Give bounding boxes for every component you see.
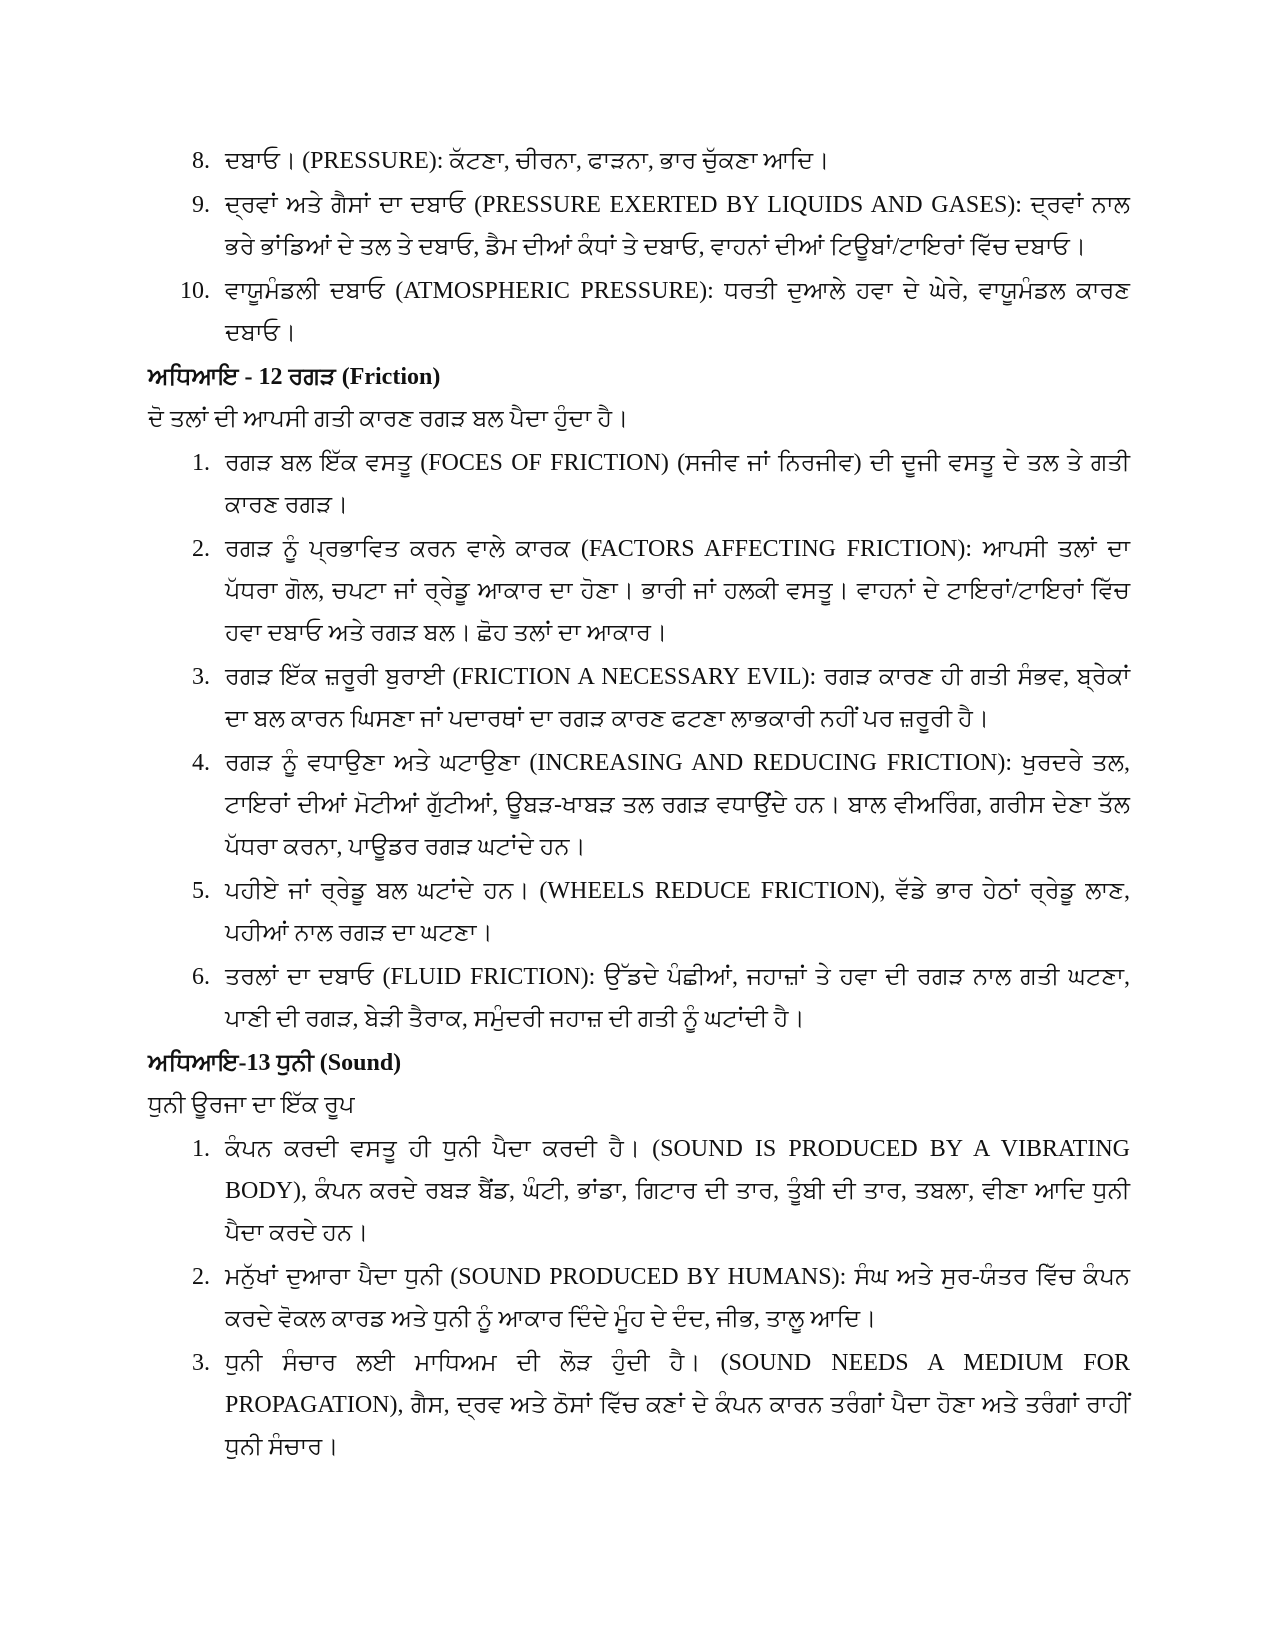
item-number: 3.	[192, 1350, 210, 1376]
item-number: 1.	[192, 1136, 210, 1162]
chapter-12-heading: ਅਧਿਆਇ - 12 ਰਗੜ (Friction)	[148, 364, 441, 390]
item-text: ਰਗੜ ਇੱਕ ਜ਼ਰੂਰੀ ਬੁਰਾਈ (FRICTION A NECESSARY EVIL): ਰਗੜ ਕਾਰਣ ਹੀ ਗਤੀ ਸੰਭਵ, ਬ੍ਰੇਕਾਂ ਦਾ ਬਲ ਕਾਰਨ ਘਿਸਣਾ ਜਾਂ ਪਦਾਰਥਾਂ ਦਾ ਰਗੜ ਕਾਰਣ ਫਟਣਾ ਲਾਭਕਾਰੀ ਨਹੀਂ ਪਰ ਜ਼ਰੂਰੀ ਹੈ।	[225, 664, 1130, 732]
list-item	[148, 870, 1130, 954]
list-item	[148, 528, 1130, 654]
item-number: 6.	[192, 964, 210, 990]
pressure-list	[148, 140, 1130, 354]
sound-list	[148, 1128, 1130, 1468]
list-item	[148, 1128, 1130, 1254]
list-item	[148, 656, 1130, 740]
item-text: ਵਾਯੂਮੰਡਲੀ ਦਬਾਓ (ATMOSPHERIC PRESSURE): ਧਰਤੀ ਦੁਆਲੇ ਹਵਾ ਦੇ ਘੇਰੇ, ਵਾਯੂਮੰਡਲ ਕਾਰਣ ਦਬਾਓ।	[225, 278, 1130, 346]
item-text: ਪਹੀਏ ਜਾਂ ਰ੍ਰੇਡੂ ਬਲ ਘਟਾਂਦੇ ਹਨ। (WHEELS REDUCE FRICTION), ਵੱਡੇ ਭਾਰ ਹੇਠਾਂ ਰ੍ਰੇਡੂ ਲਾਣ, ਪਹੀਆਂ ਨਾਲ ਰਗੜ ਦਾ ਘਟਣਾ।	[225, 878, 1130, 946]
friction-list	[148, 442, 1130, 1040]
item-text: ਦ੍ਰਵਾਂ ਅਤੇ ਗੈਸਾਂ ਦਾ ਦਬਾਓ (PRESSURE EXERTED BY LIQUIDS AND GASES): ਦ੍ਰਵਾਂ ਨਾਲ ਭਰੇ ਭਾਂਡਿਆਂ ਦੇ ਤਲ ਤੇ ਦਬਾਓ, ਡੈਮ ਦੀਆਂ ਕੰਧਾਂ ਤੇ ਦਬਾਓ, ਵਾਹਨਾਂ ਦੀਆਂ ਟਿਊਬਾਂ/ਟਾਇਰਾਂ ਵਿੱਚ ਦਬਾਓ।	[225, 192, 1130, 260]
item-text: ਰਗੜ ਨੂੰ ਪ੍ਰਭਾਵਿਤ ਕਰਨ ਵਾਲੇ ਕਾਰਕ (FACTORS AFFECTING FRICTION): ਆਪਸੀ ਤਲਾਂ ਦਾ ਪੱਧਰਾ ਗੋਲ, ਚਪਟਾ ਜਾਂ ਰ੍ਰੇਡੂ ਆਕਾਰ ਦਾ ਹੋਣਾ। ਭਾਰੀ ਜਾਂ ਹਲਕੀ ਵਸਤੂ। ਵਾਹਨਾਂ ਦੇ ਟਾਇਰਾਂ/ਟਾਇਰਾਂ ਵਿੱਚ ਹਵਾ ਦਬਾਓ ਅਤੇ ਰਗੜ ਬਲ। ਛੋਹ ਤਲਾਂ ਦਾ ਆਕਾਰ।	[225, 536, 1130, 646]
chapter-13-intro: ਧੁਨੀ ਊਰਜਾ ਦਾ ਇੱਕ ਰੂਪ	[148, 1092, 355, 1118]
item-text: ਮਨੁੱਖਾਂ ਦੁਆਰਾ ਪੈਦਾ ਧੁਨੀ (SOUND PRODUCED BY HUMANS): ਸੰਘ ਅਤੇ ਸੁਰ-ਯੰਤਰ ਵਿੱਚ ਕੰਪਨ ਕਰਦੇ ਵੋਕਲ ਕਾਰਡ ਅਤੇ ਧੁਨੀ ਨੂੰ ਆਕਾਰ ਦਿੰਦੇ ਮੂੰਹ ਦੇ ਦੰਦ, ਜੀਭ, ਤਾਲੂ ਆਦਿ।	[225, 1264, 1130, 1332]
item-number: 2.	[192, 536, 210, 562]
item-text: ਰਗੜ ਬਲ ਇੱਕ ਵਸਤੂ (FOCES OF FRICTION) (ਸਜੀਵ ਜਾਂ ਨਿਰਜੀਵ) ਦੀ ਦੂਜੀ ਵਸਤੂ ਦੇ ਤਲ ਤੇ ਗਤੀ ਕਾਰਣ ਰਗੜ।	[225, 450, 1130, 518]
list-item	[148, 1256, 1130, 1340]
item-number: 4.	[192, 750, 210, 776]
list-item	[148, 270, 1130, 354]
document-page	[148, 140, 1130, 1470]
list-item	[148, 184, 1130, 268]
item-number: 1.	[192, 450, 210, 476]
item-number: 10.	[180, 278, 210, 304]
list-item	[148, 442, 1130, 526]
item-number: 8.	[192, 148, 210, 174]
item-text: ਰਗੜ ਨੂੰ ਵਧਾਉਣਾ ਅਤੇ ਘਟਾਉਣਾ (INCREASING AND REDUCING FRICTION): ਖੁਰਦਰੇ ਤਲ, ਟਾਇਰਾਂ ਦੀਆਂ ਮੋਟੀਆਂ ਗੁੱਟੀਆਂ, ਊਬੜ-ਖਾਬੜ ਤਲ ਰਗੜ ਵਧਾਉਂਦੇ ਹਨ। ਬਾਲ ਵੀਅਰਿੰਗ, ਗਰੀਸ ਦੇਣਾ ਤੱਲ ਪੱਧਰਾ ਕਰਨਾ, ਪਾਊਡਰ ਰਗੜ ਘਟਾਂਦੇ ਹਨ।	[225, 750, 1130, 860]
item-number: 9.	[192, 192, 210, 218]
chapter-12-intro: ਦੋ ਤਲਾਂ ਦੀ ਆਪਸੀ ਗਤੀ ਕਾਰਣ ਰਗੜ ਬਲ ਪੈਦਾ ਹੁੰਦਾ ਹੈ।	[148, 406, 629, 432]
item-number: 3.	[192, 664, 210, 690]
item-text: ਧੁਨੀ ਸੰਚਾਰ ਲਈ ਮਾਧਿਅਮ ਦੀ ਲੋੜ ਹੁੰਦੀ ਹੈ। (SOUND NEEDS A MEDIUM FOR PROPAGATION), ਗੈਸ, ਦ੍ਰਵ ਅਤੇ ਠੋਸਾਂ ਵਿੱਚ ਕਣਾਂ ਦੇ ਕੰਪਨ ਕਾਰਨ ਤਰੰਗਾਂ ਪੈਦਾ ਹੋਣਾ ਅਤੇ ਤਰੰਗਾਂ ਰਾਹੀਂ ਧੁਨੀ ਸੰਚਾਰ।	[225, 1350, 1130, 1460]
item-text: ਦਬਾਓ। (PRESSURE): ਕੱਟਣਾ, ਚੀਰਨਾ, ਫਾੜਨਾ, ਭਾਰ ਚੁੱਕਣਾ ਆਦਿ।	[225, 148, 830, 174]
list-item	[148, 140, 1130, 182]
list-item	[148, 956, 1130, 1040]
item-text: ਕੰਪਨ ਕਰਦੀ ਵਸਤੂ ਹੀ ਧੁਨੀ ਪੈਦਾ ਕਰਦੀ ਹੈ। (SOUND IS PRODUCED BY A VIBRATING BODY), ਕੰਪਨ ਕਰਦੇ ਰਬੜ ਬੈਂਡ, ਘੰਟੀ, ਭਾਂਡਾ, ਗਿਟਾਰ ਦੀ ਤਾਰ, ਤੂੰਬੀ ਦੀ ਤਾਰ, ਤਬਲਾ, ਵੀਣਾ ਆਦਿ ਧੁਨੀ ਪੈਦਾ ਕਰਦੇ ਹਨ।	[225, 1136, 1130, 1246]
item-number: 2.	[192, 1264, 210, 1290]
chapter-13-heading: ਅਧਿਆਇ-13 ਧੁਨੀ (Sound)	[148, 1050, 402, 1076]
list-item	[148, 742, 1130, 868]
item-text: ਤਰਲਾਂ ਦਾ ਦਬਾਓ (FLUID FRICTION): ਉੱਡਦੇ ਪੰਛੀਆਂ, ਜਹਾਜ਼ਾਂ ਤੇ ਹਵਾ ਦੀ ਰਗੜ ਨਾਲ ਗਤੀ ਘਟਣਾ, ਪਾਣੀ ਦੀ ਰਗੜ, ਬੇੜੀ ਤੈਰਾਕ, ਸਮੁੰਦਰੀ ਜਹਾਜ਼ ਦੀ ਗਤੀ ਨੂੰ ਘਟਾਂਦੀ ਹੈ।	[225, 964, 1130, 1032]
item-number: 5.	[192, 878, 210, 904]
list-item	[148, 1342, 1130, 1468]
